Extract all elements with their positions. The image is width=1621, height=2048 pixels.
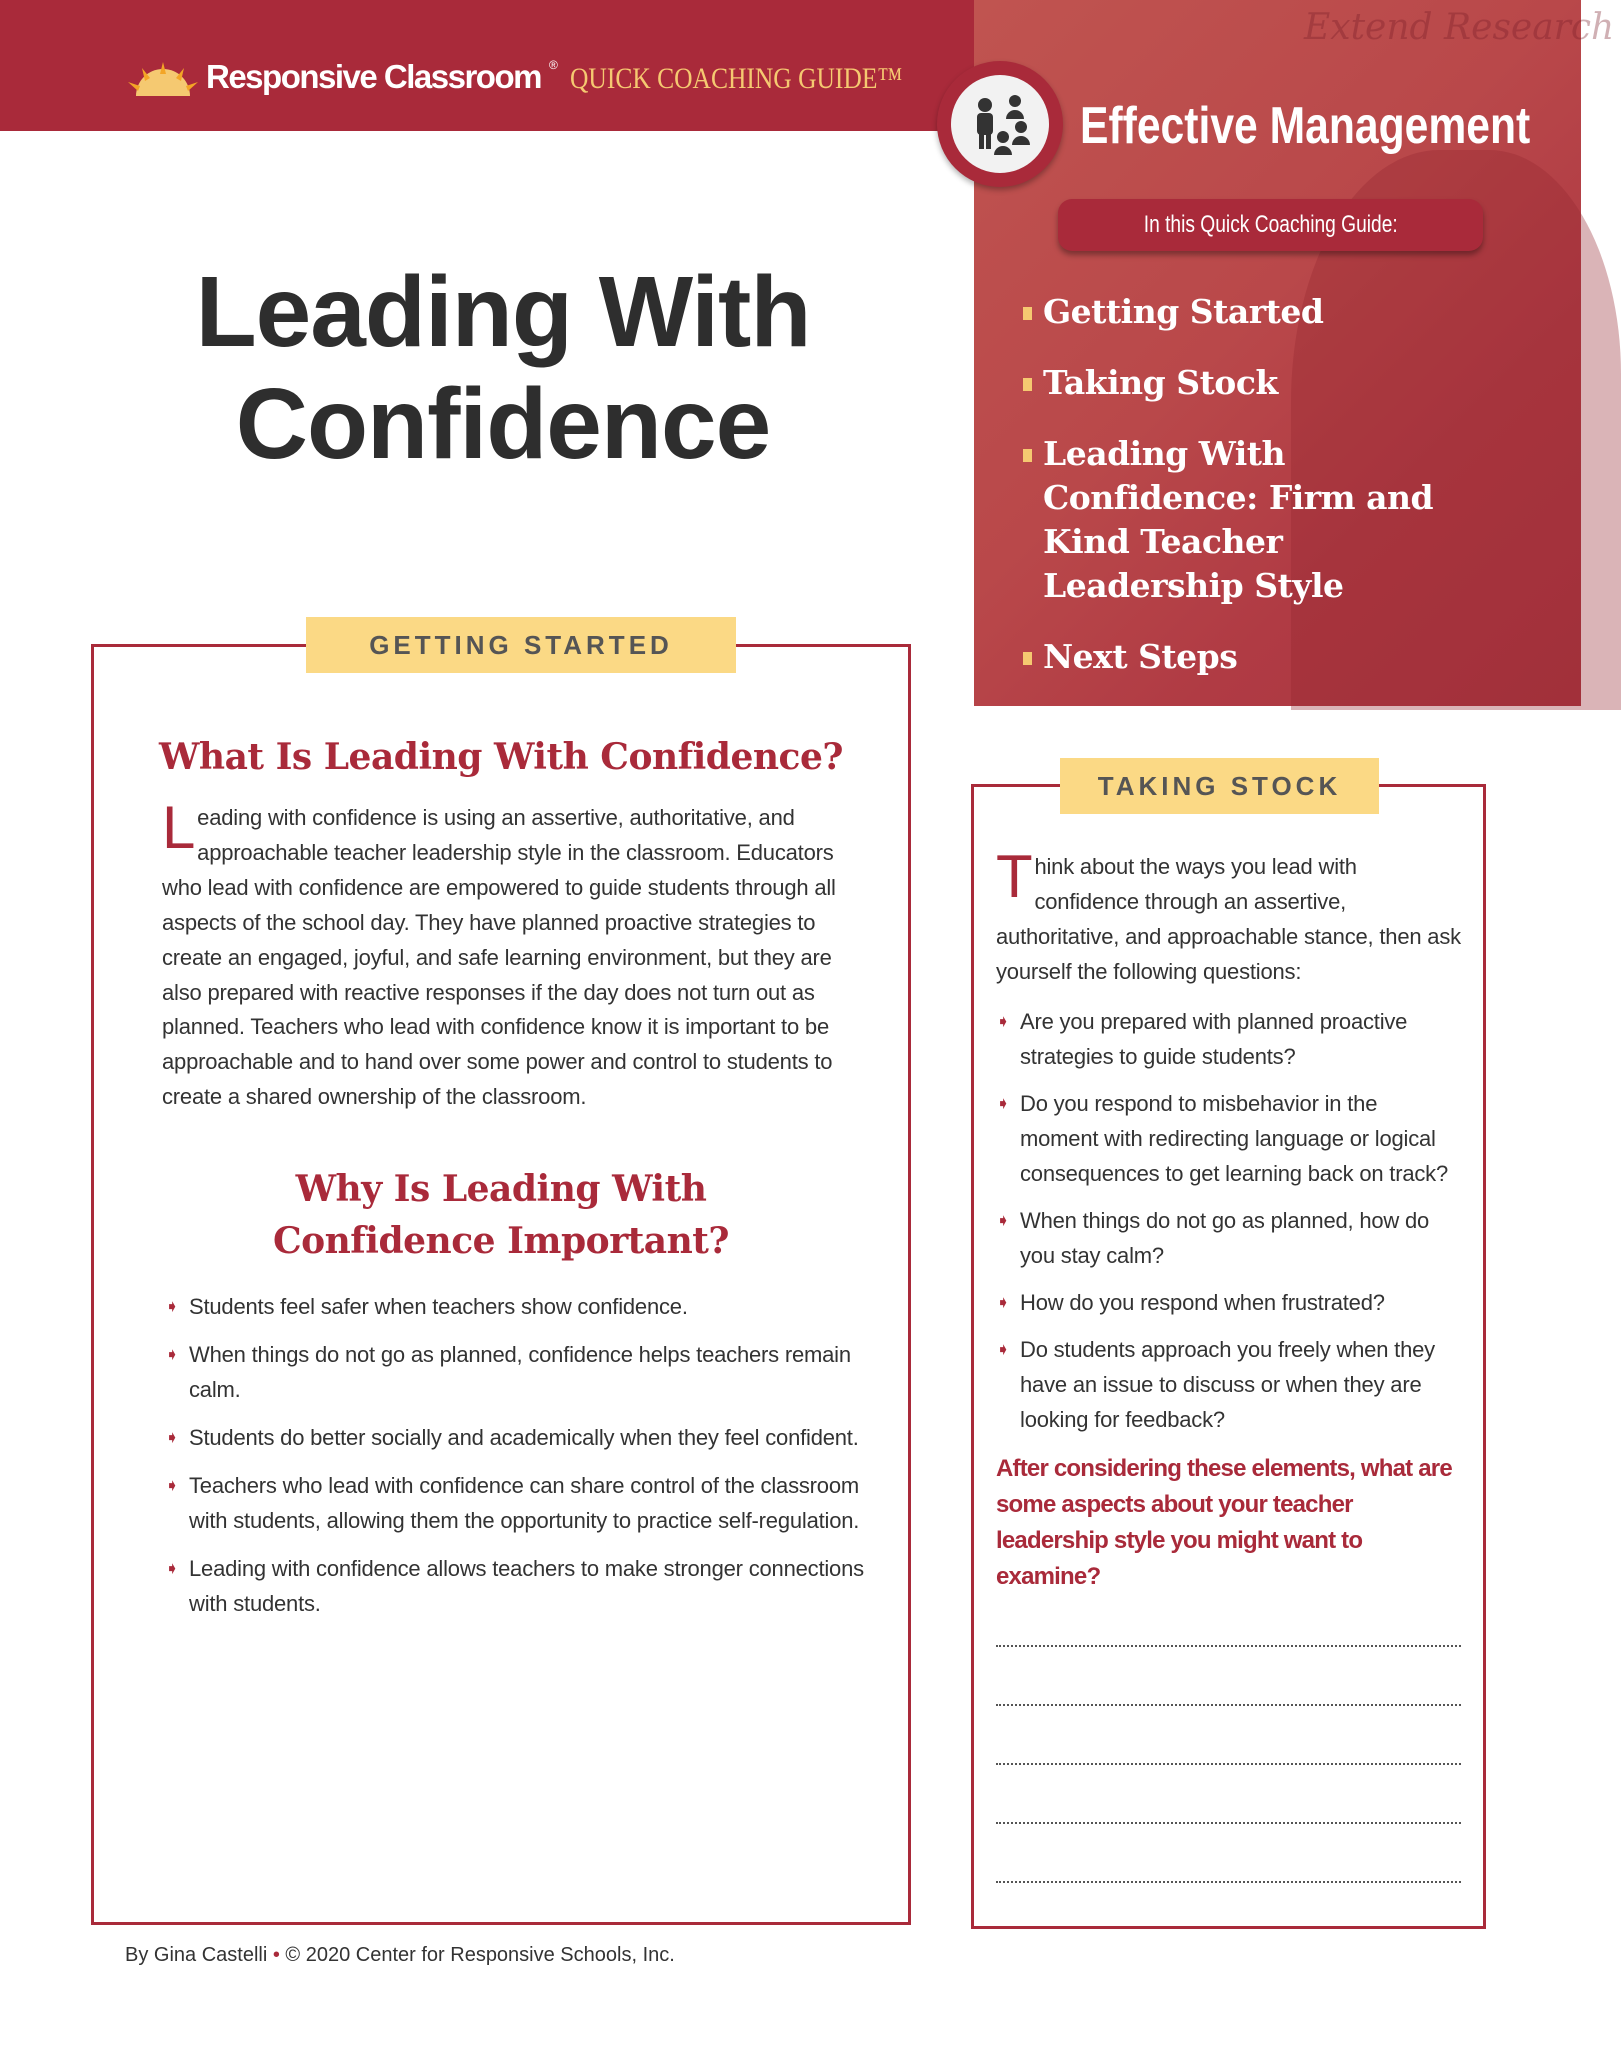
toc-label: Next Steps [1043, 637, 1238, 676]
people-group-icon [951, 75, 1049, 173]
whiteboard-text: Extend Research [1304, 7, 1615, 48]
arrow-bullet-icon: ➧ [996, 1292, 1011, 1312]
list-item [165, 1289, 868, 1324]
answer-line[interactable] [996, 1822, 1461, 1824]
item-text: Students feel safer when teachers show confidence. [189, 1294, 688, 1320]
title-line: Leading With [195, 256, 811, 368]
list-item [165, 1337, 868, 1407]
topic-title: Effective Management [1080, 97, 1531, 155]
author: By Gina Castelli [125, 1944, 268, 1966]
drop-cap: T [996, 843, 1033, 910]
item-text: Leading with confidence allows teachers to make stronger connections with students. [189, 1556, 864, 1617]
toc-item[interactable] [1023, 361, 1563, 405]
item-text: Are you prepared with planned proactive strategies to guide students? [1020, 1008, 1408, 1069]
item-text: Do you respond to misbehavior in the moment with redirecting language or logical consequences to get learning back on track? [1020, 1090, 1449, 1186]
item-text: When things do not go as planned, how do you stay calm? [1020, 1207, 1430, 1268]
toc-item[interactable] [1023, 290, 1563, 334]
paragraph-text: hink about the ways you lead with confidence through an assertive, authoritative, and approachable stance, then ask yourself the following questions: [996, 854, 1461, 984]
page-title [100, 256, 906, 480]
arrow-bullet-icon: ➧ [165, 1428, 180, 1448]
arrow-bullet-icon: ➧ [165, 1345, 180, 1365]
sun-icon [128, 62, 198, 96]
item-text: When things do not go as planned, confidence helps teachers remain calm. [189, 1342, 851, 1403]
section-label: GETTING STARTED [306, 617, 736, 673]
guide-heading-text: In this Quick Coaching Guide: [1143, 211, 1398, 238]
why-list [165, 1289, 868, 1621]
answer-line[interactable] [996, 1763, 1461, 1765]
toc-label: Leading With Confidence: Firm and Kind Teacher Leadership Style [1043, 434, 1434, 605]
item-text: Students do better socially and academically when they feel confident. [189, 1425, 859, 1451]
list-item [165, 1468, 868, 1538]
list-item [996, 1004, 1461, 1074]
series-name: QUICK COACHING GUIDE™ [569, 62, 903, 95]
item-text: Teachers who lead with confidence can share control of the classroom with students, allowing them the opportunity to practice self-regulation. [189, 1473, 860, 1534]
reflection-prompt: After considering these elements, what are some aspects about your teacher leadership style you might want to examine? [996, 1454, 1452, 1590]
item-text: Do students approach you freely when they have an issue to discuss or when they are looking for feedback? [1020, 1336, 1435, 1432]
section-label: TAKING STOCK [1060, 758, 1379, 814]
taking-stock-panel [971, 784, 1486, 1929]
arrow-bullet-icon: ➧ [165, 1559, 180, 1579]
toc-label: Taking Stock [1043, 363, 1278, 402]
bullet-icon [1023, 378, 1032, 391]
list-item [996, 1203, 1461, 1273]
brand-name: Responsive Classroom [206, 58, 541, 95]
bullet-icon [1023, 449, 1032, 462]
bullet-icon [1023, 652, 1032, 665]
answer-line[interactable] [996, 1704, 1461, 1706]
list-item [165, 1420, 868, 1455]
arrow-bullet-icon: ➧ [996, 1093, 1011, 1113]
guide-heading [1058, 199, 1483, 251]
intro-paragraph [996, 843, 1461, 990]
bullet-icon [1023, 307, 1032, 320]
section-heading: What Is Leading With Confidence? [159, 736, 843, 778]
drop-cap: L [162, 794, 196, 861]
heading-text: Why Is Leading With Confidence Important? [272, 1168, 730, 1263]
guide-contents [1023, 290, 1563, 706]
toc-item[interactable] [1023, 635, 1563, 679]
list-item [996, 1086, 1461, 1191]
list-item [996, 1332, 1461, 1437]
toc-item[interactable] [1023, 432, 1493, 608]
answer-line[interactable] [996, 1645, 1461, 1647]
arrow-bullet-icon: ➧ [996, 1210, 1011, 1230]
arrow-bullet-icon: ➧ [165, 1476, 180, 1496]
registered-mark: ® [548, 58, 558, 72]
footer [125, 1944, 675, 1967]
logo [128, 58, 961, 96]
list-item [165, 1551, 868, 1621]
item-text: How do you respond when frustrated? [1020, 1289, 1385, 1315]
topic-badge [937, 61, 1063, 187]
paragraph-text: eading with confidence is using an assertive, authoritative, and approachable teacher leadership style in the classroom. Educators who lead with confidence are empowered to guide students through all aspects of the school day. They have planned proactive strategies to create an engaged, joyful, and safe learning environment, but they are also prepared with reactive responses if the day does not turn out as planned. Teachers who lead with confidence know it is important to be approachable and to hand over some power and control to students to create a shared ownership of the classroom. [162, 805, 836, 1110]
questions-list [996, 1004, 1461, 1437]
copyright: © 2020 Center for Responsive Schools, Inc. [285, 1944, 675, 1966]
arrow-bullet-icon: ➧ [996, 1011, 1011, 1031]
body-paragraph [162, 794, 868, 1115]
getting-started-panel [91, 644, 911, 1925]
arrow-bullet-icon: ➧ [996, 1339, 1011, 1359]
answer-line[interactable] [996, 1881, 1461, 1883]
arrow-bullet-icon: ➧ [165, 1297, 180, 1317]
separator: • [272, 1944, 280, 1966]
title-line: Confidence [235, 368, 771, 480]
list-item [996, 1285, 1461, 1320]
section-heading [134, 1163, 868, 1267]
toc-label: Getting Started [1043, 292, 1324, 331]
